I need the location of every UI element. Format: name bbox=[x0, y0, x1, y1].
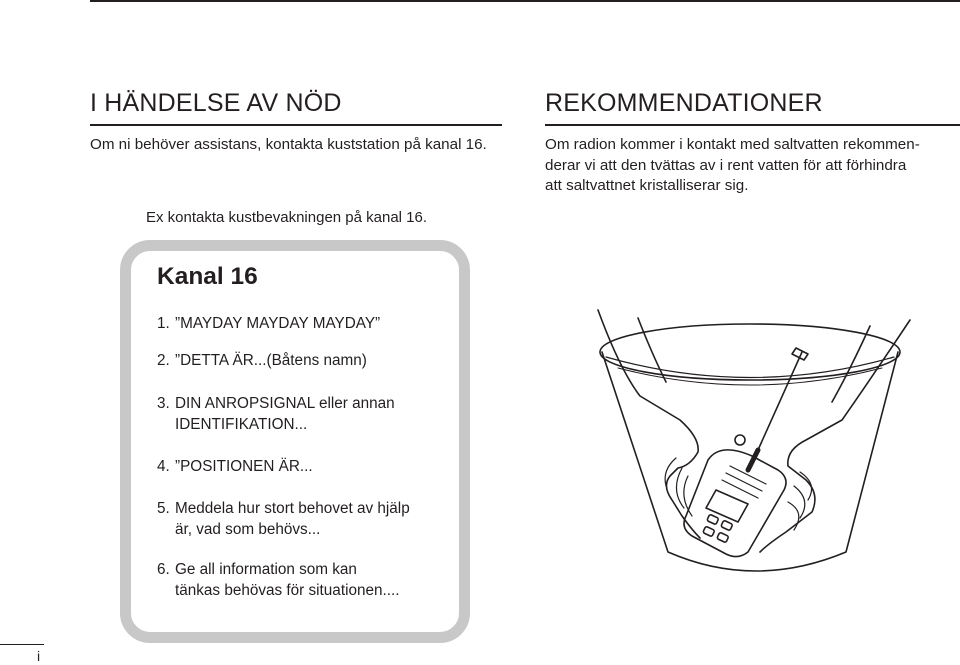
step-text: ”MAYDAY MAYDAY MAYDAY” bbox=[175, 315, 381, 332]
step-number: 3. bbox=[157, 395, 170, 412]
left-fingers bbox=[665, 458, 692, 516]
right-hand bbox=[760, 320, 910, 552]
radio-body bbox=[684, 450, 786, 557]
para-line: att saltvattnet kristalliserar sig. bbox=[545, 177, 749, 194]
bucket-rim bbox=[600, 324, 900, 380]
step-text-cont: IDENTIFIKATION... bbox=[175, 415, 308, 433]
step-number: 6. bbox=[157, 561, 170, 578]
radio-antenna bbox=[758, 352, 802, 450]
speaker-grille bbox=[722, 466, 766, 498]
step-text: Meddela hur stort behovet av hjälp bbox=[175, 500, 410, 517]
step-6 bbox=[157, 560, 400, 601]
step-text: ”DETTA ÄR...(Båtens namn) bbox=[175, 352, 367, 369]
radio-washing-illustration bbox=[580, 290, 920, 580]
step-4 bbox=[157, 457, 313, 478]
step-text-cont: tänkas behövas för situationen.... bbox=[175, 581, 400, 599]
step-2 bbox=[157, 351, 367, 372]
recommendations-paragraph bbox=[545, 135, 960, 197]
step-5 bbox=[157, 499, 410, 540]
radio-button bbox=[717, 532, 729, 543]
radio-button bbox=[721, 520, 733, 531]
step-number: 5. bbox=[157, 500, 170, 517]
step-number: 1. bbox=[157, 315, 170, 332]
step-text: ”POSITIONEN ÄR... bbox=[175, 458, 313, 475]
step-number: 4. bbox=[157, 458, 170, 475]
page-number: i bbox=[37, 648, 41, 664]
top-rule bbox=[90, 0, 960, 2]
box-title: Kanal 16 bbox=[157, 263, 258, 290]
step-number: 2. bbox=[157, 352, 170, 369]
distress-intro: Om ni behöver assistans, kontakta kuststation på kanal 16. bbox=[90, 136, 487, 153]
step-text: DIN ANROPSIGNAL eller annan bbox=[175, 395, 395, 412]
radio-knob bbox=[735, 435, 745, 445]
antenna-tip bbox=[792, 348, 808, 360]
para-line: derar vi att den tvättas av i rent vatten för att förhindra bbox=[545, 156, 907, 174]
antenna-base bbox=[748, 450, 758, 470]
step-text: Ge all information som kan bbox=[175, 561, 357, 578]
step-1 bbox=[157, 314, 380, 335]
section-rule-distress bbox=[90, 124, 502, 126]
step-text-cont: är, vad som behövs... bbox=[175, 520, 321, 538]
para-line: Om radion kommer i kontakt med saltvatten rekommen- bbox=[545, 136, 920, 153]
radio-display bbox=[706, 490, 748, 522]
step-3 bbox=[157, 394, 395, 435]
example-caption: Ex kontakta kustbevakningen på kanal 16. bbox=[146, 209, 428, 226]
page-number-rule bbox=[0, 644, 44, 645]
section-rule-recommendations bbox=[545, 124, 960, 126]
radio-button bbox=[707, 514, 719, 525]
section-title-distress: I HÄNDELSE AV NÖD bbox=[90, 89, 342, 117]
section-title-recommendations: REKOMMENDATIONER bbox=[545, 89, 823, 117]
radio-button bbox=[703, 526, 715, 537]
